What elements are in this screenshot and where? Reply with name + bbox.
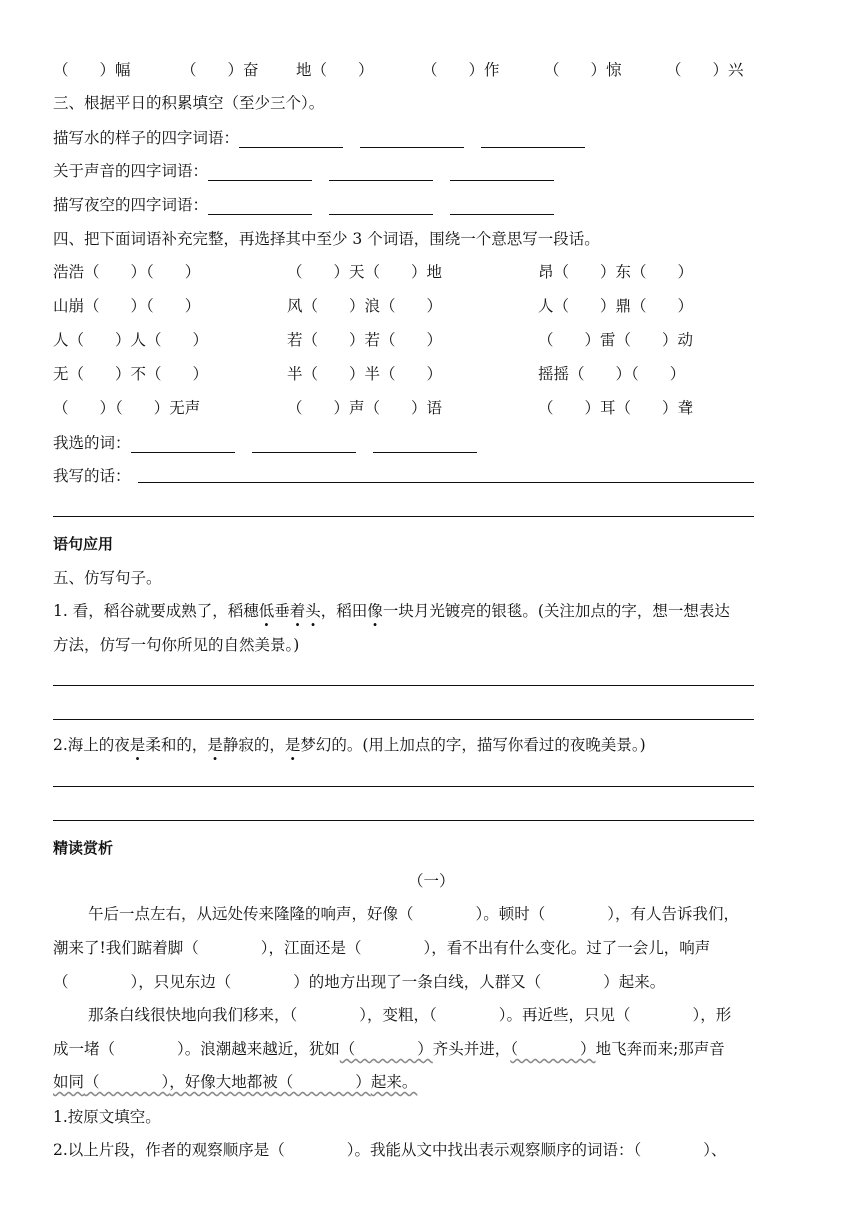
section-3-title: 三、根据平日的积累填空（至少三个）。 (53, 94, 325, 112)
sentence-text: 1. 看，稻谷就要成熟了，稻穗 (53, 602, 259, 620)
fill-blank[interactable]: （ ） (84, 1073, 170, 1091)
answer-blank[interactable] (481, 131, 585, 148)
answer-blank[interactable] (131, 436, 235, 453)
fill-item[interactable]: （ ）兴 (666, 61, 744, 79)
write-label: 我写的话： (53, 467, 131, 485)
fill-item[interactable]: （ ）幅 (53, 61, 131, 79)
writing-line[interactable] (53, 685, 754, 686)
idiom-item[interactable]: （ ）雷（ ）动 (538, 331, 694, 349)
fill-blank[interactable]: （ ） (339, 1040, 433, 1058)
sentence-text: 2.海上的夜 (53, 736, 130, 754)
question-label: 描写水的样子的四字词语： (53, 129, 240, 147)
writing-line[interactable] (53, 820, 754, 821)
section-heading-reading: 精读赏析 (53, 839, 114, 857)
section-4-title: 四、把下面词语补充完整，再选择其中至少 3 个词语，围绕一个意思写一段话。 (53, 230, 600, 248)
writing-line[interactable] (53, 786, 754, 787)
imitation-q1-line2: 方法，仿写一句你所见的自然美景。) (53, 636, 300, 654)
answer-blank[interactable] (208, 198, 312, 215)
section-heading-apply: 语句应用 (53, 535, 114, 553)
reading-question-1: 1.按原文填空。 (53, 1108, 161, 1126)
section-3-q3 (53, 195, 554, 215)
imitation-q1 (53, 601, 730, 621)
passage-line: 午后一点左右，从远处传来隆隆的响声，好像（ ）。顿时（ ），有人告诉我们， (88, 905, 740, 923)
passage-text: 如同 (53, 1073, 85, 1091)
reading-question-2: 2.以上片段，作者的观察顺序是（ ）。我能从文中找出表示观察顺序的词语：（ ）、 (53, 1141, 727, 1159)
imitation-q2 (53, 735, 646, 755)
idiom-item[interactable]: （ ）（ ）无声 (53, 399, 201, 417)
sentence-text: 梦幻的。(用上加点的字，描写你看过的夜晚美景。) (300, 736, 646, 754)
writing-line[interactable] (138, 482, 754, 483)
passage-text: ，好像大地都被 (169, 1073, 278, 1091)
idiom-item[interactable]: （ ）天（ ）地 (287, 263, 443, 281)
chosen-words-row (53, 433, 477, 453)
idiom-item[interactable]: 半（ ）半（ ） (287, 365, 443, 383)
sentence-text: 柔和的， (145, 736, 208, 754)
passage-line: 那条白线很快地向我们移来，（ ），变粗，（ ）。再近些，只见（ ），形 (88, 1006, 732, 1024)
answer-blank[interactable] (239, 131, 343, 148)
section-3-q2 (53, 161, 554, 181)
fill-item[interactable]: 地（ ） (296, 61, 374, 79)
dotted-char: 是 (284, 736, 301, 754)
idiom-item[interactable]: 摇摇（ ）（ ） (538, 365, 686, 383)
dotted-char: 是 (207, 736, 223, 754)
question-label: 描写夜空的四字词语： (53, 196, 209, 214)
idiom-item[interactable]: 浩浩（ ）（ ） (53, 263, 201, 281)
idiom-item[interactable]: （ ）声（ ）语 (287, 399, 443, 417)
idiom-item[interactable]: 若（ ）若（ ） (287, 331, 443, 349)
fill-blank[interactable]: （ ） (277, 1073, 371, 1091)
passage-line: 潮来了!我们踮着脚（ ），江面还是（ ），看不出有什么变化。过了一会儿，响声 (53, 939, 711, 957)
answer-blank[interactable] (329, 164, 433, 181)
dotted-char: 头 (305, 602, 321, 620)
dotted-char: 低 (258, 602, 275, 620)
idiom-item[interactable]: 无（ ）不（ ） (53, 365, 209, 383)
passage-text: 齐头并进， (432, 1040, 511, 1058)
dotted-char: 是 (129, 736, 146, 754)
fill-item[interactable]: （ ）惊 (544, 61, 622, 79)
chosen-words-label: 我选的词： (53, 434, 131, 452)
answer-blank[interactable] (208, 164, 312, 181)
answer-blank[interactable] (450, 198, 554, 215)
writing-line[interactable] (53, 516, 754, 517)
idiom-item[interactable]: 人（ ）鼎（ ） (538, 297, 694, 315)
passage-line (53, 1072, 417, 1092)
idiom-item[interactable]: 风（ ）浪（ ） (287, 297, 443, 315)
answer-blank[interactable] (252, 436, 356, 453)
passage-part-label: （一） (408, 872, 455, 890)
section-3-q1 (53, 128, 585, 148)
passage-text: 地飞奔而来;那声音 (595, 1040, 725, 1058)
passage-line: （ ），只见东边（ ）的地方出现了一条白线，人群又（ ）起来。 (53, 973, 666, 991)
sentence-text: 垂 (274, 602, 290, 620)
fill-item[interactable]: （ ）奋 (181, 61, 259, 79)
fill-item[interactable]: （ ）作 (422, 61, 500, 79)
sentence-text: ，稻田 (320, 602, 368, 620)
passage-line (53, 1039, 725, 1059)
answer-blank[interactable] (373, 436, 477, 453)
writing-line[interactable] (53, 719, 754, 720)
fill-blank[interactable]: （ ） (510, 1040, 596, 1058)
dotted-char: 像 (367, 602, 383, 620)
idiom-item[interactable]: 昂（ ）东（ ） (538, 263, 694, 281)
answer-blank[interactable] (360, 131, 464, 148)
answer-blank[interactable] (450, 164, 554, 181)
passage-text: 起来。 (370, 1073, 418, 1091)
dotted-char: 着 (289, 602, 306, 620)
idiom-item[interactable]: （ ）耳（ ）聋 (538, 399, 694, 417)
idiom-item[interactable]: 人（ ）人（ ） (53, 331, 209, 349)
section-5-title: 五、仿写句子。 (53, 569, 162, 587)
passage-text: 成一堵（ ）。浪潮越来越近，犹如 (53, 1040, 340, 1058)
answer-blank[interactable] (329, 198, 433, 215)
sentence-text: 一块月光镀亮的银毯。(关注加点的字，想一想表达 (382, 602, 730, 620)
question-label: 关于声音的四字词语： (53, 162, 209, 180)
sentence-text: 静寂的， (222, 736, 285, 754)
idiom-item[interactable]: 山崩（ ）（ ） (53, 297, 201, 315)
